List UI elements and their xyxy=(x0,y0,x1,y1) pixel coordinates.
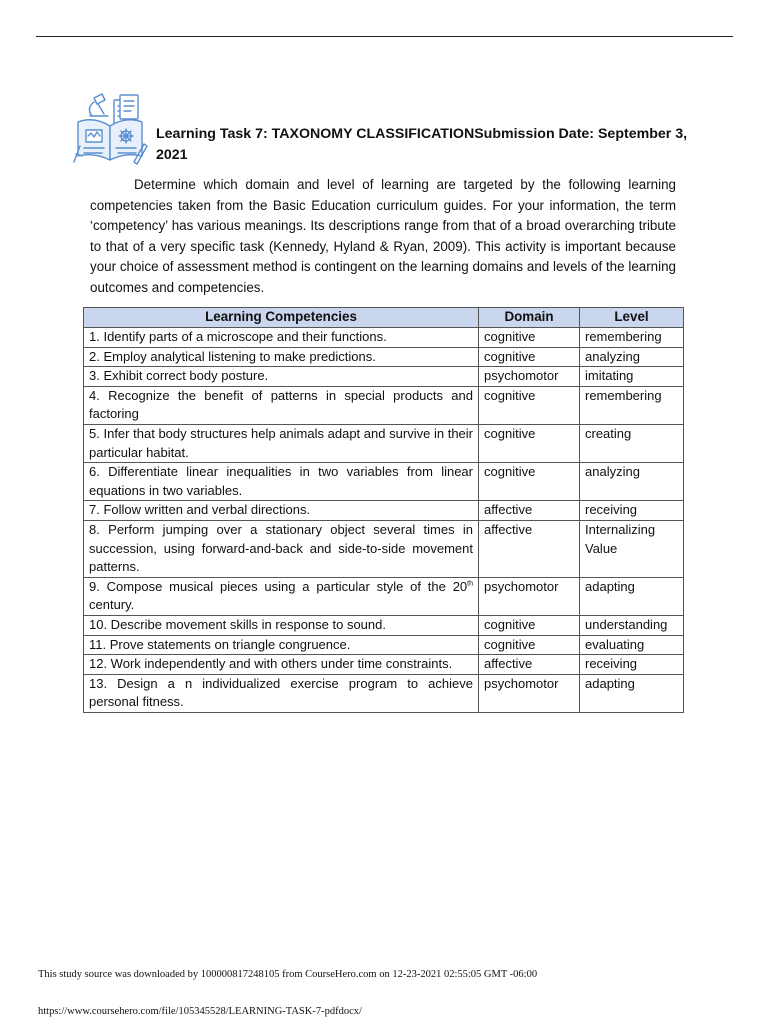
competency-cell: 6. Differentiate linear inequalities in two variables from linear equations in two variables. xyxy=(84,463,479,501)
table-row xyxy=(84,520,684,577)
level-cell: imitating xyxy=(580,367,684,387)
domain-cell: cognitive xyxy=(479,386,580,424)
table-row xyxy=(84,367,684,387)
level-cell: receiving xyxy=(580,655,684,675)
domain-cell: affective xyxy=(479,520,580,577)
competency-cell xyxy=(84,577,479,615)
competency-cell: 3. Exhibit correct body posture. xyxy=(84,367,479,387)
task-header xyxy=(72,92,688,172)
competency-cell: 11. Prove statements on triangle congruence. xyxy=(84,635,479,655)
table-row xyxy=(84,386,684,424)
table-header-row xyxy=(84,308,684,328)
level-cell: analyzing xyxy=(580,463,684,501)
table-row xyxy=(84,347,684,367)
domain-cell: cognitive xyxy=(479,463,580,501)
source-url-link[interactable]: https://www.coursehero.com/file/105345528/LEARNING-TASK-7-pdfdocx/ xyxy=(38,1006,362,1017)
level-cell: remembering xyxy=(580,328,684,348)
level-cell: receiving xyxy=(580,501,684,521)
competency-cell: 12. Work independently and with others under time constraints. xyxy=(84,655,479,675)
submission-year: 2021 xyxy=(156,147,188,163)
competency-cell: 5. Infer that body structures help animals adapt and survive in their particular habitat. xyxy=(84,424,479,462)
level-cell: adapting xyxy=(580,674,684,712)
competency-cell: 13. Design a n individualized exercise program to achieve personal fitness. xyxy=(84,674,479,712)
task-title xyxy=(156,124,688,166)
level-cell: understanding xyxy=(580,615,684,635)
domain-cell: cognitive xyxy=(479,635,580,655)
table-row xyxy=(84,635,684,655)
domain-cell: cognitive xyxy=(479,328,580,348)
domain-cell: affective xyxy=(479,655,580,675)
level-cell: adapting xyxy=(580,577,684,615)
domain-cell: cognitive xyxy=(479,347,580,367)
level-cell: remembering xyxy=(580,386,684,424)
domain-cell: psychomotor xyxy=(479,674,580,712)
top-divider xyxy=(36,36,733,37)
table-row xyxy=(84,463,684,501)
header-level: Level xyxy=(580,308,684,328)
level-cell: creating xyxy=(580,424,684,462)
table-row xyxy=(84,577,684,615)
competency-cell: 2. Employ analytical listening to make predictions. xyxy=(84,347,479,367)
table-row xyxy=(84,501,684,521)
competency-cell: 1. Identify parts of a microscope and their functions. xyxy=(84,328,479,348)
competencies-table xyxy=(83,307,684,713)
level-cell: analyzing xyxy=(580,347,684,367)
competency-text-cont: century. xyxy=(89,597,135,613)
ordinal-superscript: th xyxy=(467,580,473,588)
domain-cell: psychomotor xyxy=(479,367,580,387)
domain-cell: psychomotor xyxy=(479,577,580,615)
header-domain: Domain xyxy=(479,308,580,328)
table-row xyxy=(84,615,684,635)
competency-cell: 8. Perform jumping over a stationary object several times in succession, using forward-and-back and side-to-side movement patterns. xyxy=(84,520,479,577)
domain-cell: cognitive xyxy=(479,615,580,635)
submission-date: Submission Date: September 3, xyxy=(474,126,688,142)
study-books-microscope-icon xyxy=(72,92,148,166)
header-learning-competencies: Learning Competencies xyxy=(84,308,479,328)
table-row xyxy=(84,655,684,675)
level-cell: Internalizing Value xyxy=(580,520,684,577)
domain-cell: affective xyxy=(479,501,580,521)
table-row xyxy=(84,674,684,712)
level-cell: evaluating xyxy=(580,635,684,655)
competency-cell: 4. Recognize the benefit of patterns in special products and factoring xyxy=(84,386,479,424)
instructions-paragraph: Determine which domain and level of learning are targeted by the following learning competencies taken from the Basic Education curriculum guides. For your information, the term ‘competency’ has various meanings. Its descriptions range from that of a broad overarching tribute to that of a very specific task (Kennedy, Hyland & Ryan, 2009). This activity is important because your choice of assessment method is contingent on the learning domains and levels of the learning outcomes and competencies. xyxy=(90,177,676,295)
domain-cell: cognitive xyxy=(479,424,580,462)
task-title-text: Learning Task 7: TAXONOMY CLASSIFICATION xyxy=(156,126,475,142)
competency-cell: 10. Describe movement skills in response to sound. xyxy=(84,615,479,635)
table-row xyxy=(84,424,684,462)
table-row xyxy=(84,328,684,348)
download-source-note: This study source was downloaded by 100000817248105 from CourseHero.com on 12-23-2021 02:55:05 GMT -06:00 xyxy=(38,969,538,980)
competency-cell: 7. Follow written and verbal directions. xyxy=(84,501,479,521)
competency-text: 9. Compose musical pieces using a particular style of the 20 xyxy=(89,578,468,594)
